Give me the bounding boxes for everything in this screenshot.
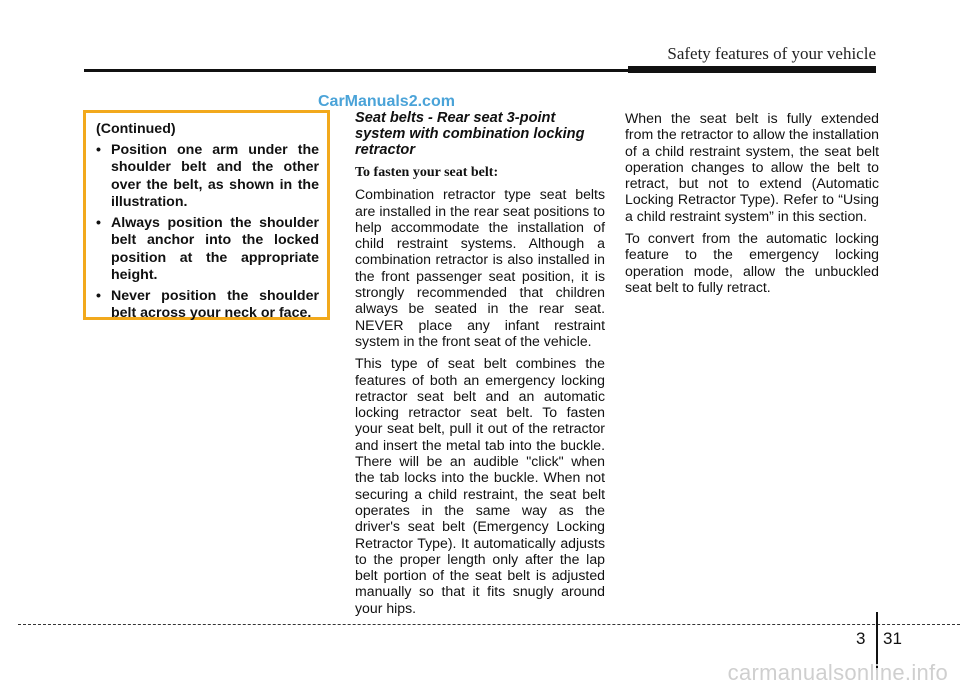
caution-item: • Always position the shoulder belt anchor into the locked position at the appropriate height. — [96, 214, 319, 283]
footer-rule — [18, 624, 960, 625]
watermark-top: CarManuals2.com — [318, 93, 455, 110]
chapter-number: 3 — [856, 629, 866, 648]
caution-item: • Never position the shoulder belt across your neck or face. — [96, 287, 319, 321]
bullet-icon: • — [96, 287, 101, 304]
caution-box — [83, 110, 330, 320]
section-title: Safety features of your vehicle — [667, 44, 876, 63]
paragraph: When the seat belt is fully extended from the retractor to allow the installation of a child restraint system, the seat belt operation changes to allow the belt to retract, but not to extend (Automatic Locking Retractor Type). Refer to “Using a child restraint system” in this section. — [625, 110, 879, 224]
bullet-icon: • — [96, 214, 101, 231]
section-heading: Seat belts - Rear seat 3-point system with combination locking retractor — [355, 110, 585, 158]
header-rule-accent — [628, 66, 876, 73]
continued-label: (Continued) — [96, 121, 176, 137]
column-middle — [355, 110, 605, 622]
subheading: To fasten your seat belt: — [355, 165, 499, 180]
caution-list — [96, 142, 319, 323]
watermark-bottom: carmanualsonline.info — [727, 660, 948, 685]
paragraph: To convert from the automatic locking feature to the emergency locking operation mode, allow the unbuckled seat belt to fully retract. — [625, 230, 879, 295]
paragraph: This type of seat belt combines the features of both an emergency locking retractor seat belt and an automatic locking retractor seat belt. To fasten your seat belt, pull it out of the retractor and insert the metal tab into the buckle. There will be an audible "click" when the tab locks into the buckle. When not securing a child restraint, the seat belt operates in the same way as the driver's seat belt (Emergency Locking Retractor Type). It automatically adjusts to the proper length only after the lap belt portion of the seat belt is adjusted manually so that it fits snugly around your hips. — [355, 355, 605, 616]
paragraph: Combination retractor type seat belts are installed in the rear seat positions to help accommodate the installation of child restraint systems. Although a combination retractor is also installed in the front passenger seat position, it is strongly recommended that children always be seated in the rear seat. NEVER place any infant restraint system in the front seat of the vehicle. — [355, 186, 605, 349]
caution-item: • Position one arm under the shoulder belt and the other over the belt, as shown in the illustration. — [96, 141, 319, 210]
column-right — [625, 110, 879, 301]
bullet-icon: • — [96, 141, 101, 158]
page-number: 31 — [883, 629, 902, 648]
